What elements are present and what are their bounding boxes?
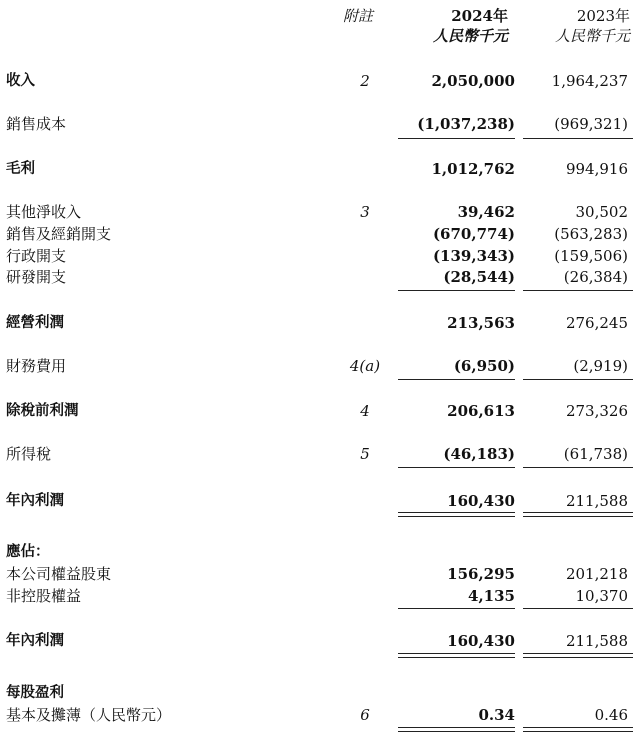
total-double-rule (523, 512, 633, 517)
subtotal-rule (398, 138, 515, 139)
prior-year-header (526, 6, 630, 46)
row-prior: 0.46 (594, 706, 628, 724)
current-year: 2024年 (451, 7, 508, 25)
row-label: 年內利潤 (6, 493, 64, 509)
row-current: 39,462 (457, 203, 515, 221)
row-prior: (2,919) (573, 357, 628, 375)
row-prior: 10,370 (575, 587, 628, 605)
subtotal-rule (398, 608, 515, 609)
subtotal-rule (523, 608, 633, 609)
row-note: 3 (360, 203, 370, 221)
row-current: (139,343) (432, 247, 515, 265)
table-row-non-controlling (0, 585, 640, 607)
row-current: 0.34 (478, 706, 515, 724)
row-current: 213,563 (447, 314, 515, 332)
row-current: 2,050,000 (431, 72, 515, 90)
table-row-other-income (0, 201, 640, 223)
row-label: 基本及攤薄（人民幣元） (6, 706, 172, 724)
row-prior: (159,506) (554, 247, 628, 265)
row-label: 非控股權益 (6, 587, 82, 605)
prior-unit: 人民幣千元 (554, 27, 630, 45)
row-current: 1,012,762 (431, 160, 515, 178)
table-row-profit-for-year (0, 490, 640, 512)
row-note: 4(a) (349, 357, 381, 375)
table-row-income-tax (0, 443, 640, 465)
row-label: 其他淨收入 (6, 203, 82, 221)
row-current: 160,430 (447, 632, 515, 650)
row-current: 4,135 (468, 587, 515, 605)
subtotal-rule (398, 379, 515, 380)
row-current: (670,774) (432, 225, 515, 243)
row-prior: (969,321) (554, 115, 628, 133)
subtotal-rule (523, 138, 633, 139)
row-current: (1,037,238) (417, 115, 515, 133)
subtotal-rule (523, 467, 633, 468)
table-row-rd-expenses (0, 266, 640, 288)
row-prior: 276,245 (565, 314, 628, 332)
row-note: 2 (360, 72, 370, 90)
row-label: 銷售及經銷開支 (6, 225, 112, 243)
row-prior: 273,326 (565, 402, 628, 420)
row-label: 年內利潤 (6, 633, 64, 649)
row-current: 156,295 (447, 565, 515, 583)
total-double-rule (398, 727, 515, 732)
total-double-rule (398, 512, 515, 517)
row-label: 應佔： (6, 544, 50, 560)
row-prior: 1,964,237 (551, 72, 628, 90)
row-label: 本公司權益股東 (6, 565, 112, 583)
row-label: 行政開支 (6, 247, 67, 265)
table-row-eps-heading (0, 682, 640, 704)
row-note: 5 (360, 445, 370, 463)
subtotal-rule (398, 467, 515, 468)
subtotal-rule (523, 379, 633, 380)
table-row-operating-profit (0, 312, 640, 334)
table-row-equity-shareholders (0, 563, 640, 585)
table-row-cost-of-sales (0, 113, 640, 135)
row-label: 毛利 (6, 161, 35, 177)
total-double-rule (398, 653, 515, 658)
row-prior: 201,218 (565, 565, 628, 583)
subtotal-rule (398, 290, 515, 291)
row-label: 所得稅 (6, 445, 52, 463)
row-current: 206,613 (447, 402, 515, 420)
row-current: 160,430 (447, 492, 515, 510)
table-row-profit-for-year-total (0, 630, 640, 652)
table-row-attributable-heading (0, 541, 640, 563)
row-label: 研發開支 (6, 268, 67, 286)
table-row-eps-basic-diluted (0, 704, 640, 726)
row-label: 財務費用 (6, 357, 67, 375)
row-prior: (26,384) (563, 268, 628, 286)
table-row-profit-before-tax (0, 400, 640, 422)
subtotal-rule (523, 290, 633, 291)
row-label: 經營利潤 (6, 315, 64, 331)
row-current: (6,950) (453, 357, 515, 375)
table-row-revenue (0, 70, 640, 92)
table-row-gross-profit (0, 158, 640, 180)
row-label: 銷售成本 (6, 115, 67, 133)
row-prior: (563,283) (554, 225, 628, 243)
note-column-header: 附註 (342, 7, 373, 25)
row-prior: 211,588 (565, 492, 628, 510)
row-prior: 30,502 (575, 203, 628, 221)
prior-year: 2023年 (576, 7, 630, 25)
row-label: 每股盈利 (6, 685, 64, 701)
row-note: 4 (360, 402, 370, 420)
table-row-finance-costs (0, 355, 640, 377)
total-double-rule (523, 653, 633, 658)
table-row-selling-expenses (0, 223, 640, 245)
row-label: 除稅前利潤 (6, 403, 79, 419)
current-year-header (400, 6, 508, 46)
row-prior: (61,738) (563, 445, 628, 463)
total-double-rule (523, 727, 633, 732)
row-current: (28,544) (443, 268, 515, 286)
current-unit: 人民幣千元 (432, 27, 508, 45)
row-current: (46,183) (443, 445, 515, 463)
row-note: 6 (360, 706, 370, 724)
row-prior: 994,916 (565, 160, 628, 178)
row-label: 收入 (6, 73, 35, 89)
row-prior: 211,588 (565, 632, 628, 650)
table-row-admin-expenses (0, 245, 640, 267)
